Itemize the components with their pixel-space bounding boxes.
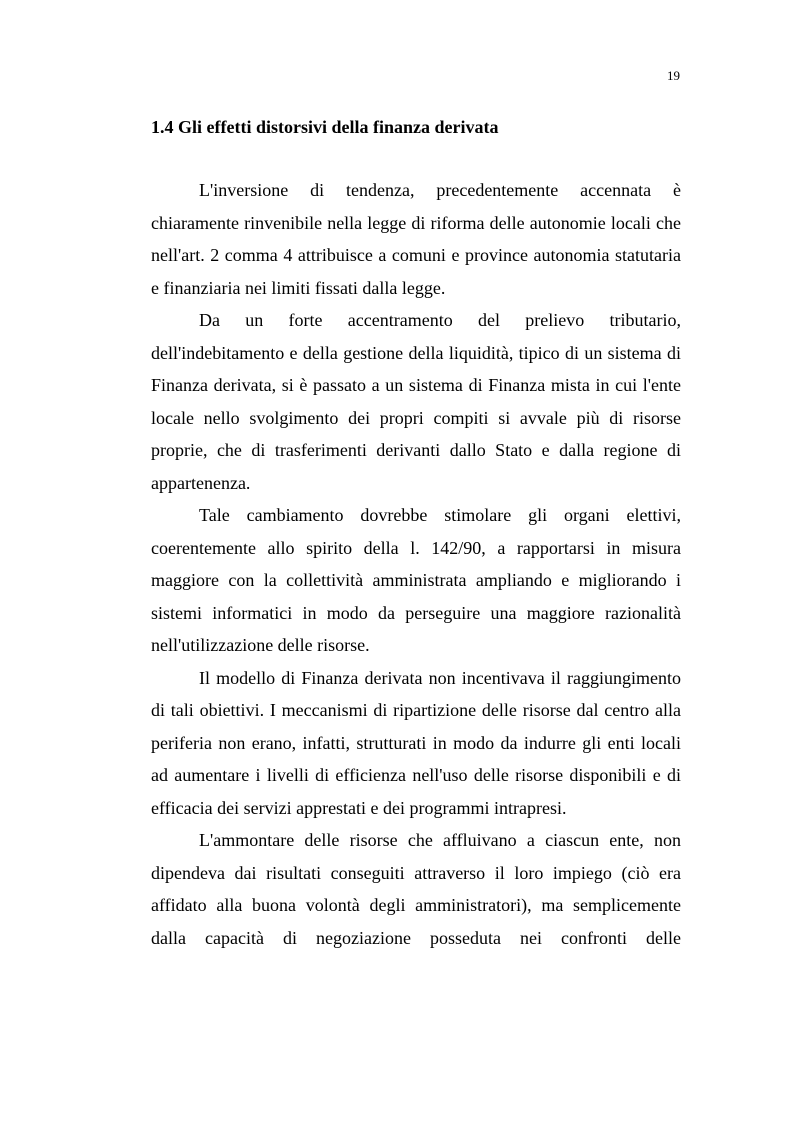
paragraph: L'ammontare delle risorse che affluivano a ciascun ente, non dipendeva dai risultati conseguiti attraverso il loro impiego (ciò era affidato alla buona volontà degli amministratori), ma semplicemente dalla capacità di negoziazione posseduta nei confronti delle [151, 830, 681, 948]
paragraph: L'inversione di tendenza, precedentemente accennata è chiaramente rinvenibile nella legge di riforma delle autonomie locali che nell'art. 2 comma 4 attribuisce a comuni e province autonomia statutaria e finanziaria nei limiti fissati dalla legge. [151, 180, 681, 298]
section-title: 1.4 Gli effetti distorsivi della finanza derivata [151, 117, 499, 137]
paragraph: Tale cambiamento dovrebbe stimolare gli organi elettivi, coerentemente allo spirito della l. 142/90, a rapportarsi in misura maggiore con la collettività amministrata ampliando e migliorando i sistemi informatici in modo da perseguire una maggiore razionalità nell'utilizzazione delle risorse. [151, 505, 681, 655]
paragraph: Il modello di Finanza derivata non incentivava il raggiungimento di tali obiettivi. I meccanismi di ripartizione delle risorse dal centro alla periferia non erano, infatti, strutturati in modo da indurre gli enti locali ad aumentare i livelli di efficienza nell'uso delle risorse disponibili e di efficacia dei servizi apprestati e dei programmi intrapresi. [151, 667, 681, 818]
page-number: 19 [667, 68, 680, 83]
body-text [151, 174, 681, 954]
paragraph: Da un forte accentramento del prelievo tributario, dell'indebitamento e della gestione della liquidità, tipico di un sistema di Finanza derivata, si è passato a un sistema di Finanza mista in cui l'ente locale nello svolgimento dei propri compiti si avvale più di risorse proprie, che di trasferimenti derivanti dallo Stato e dalla regione di appartenenza. [151, 310, 681, 493]
